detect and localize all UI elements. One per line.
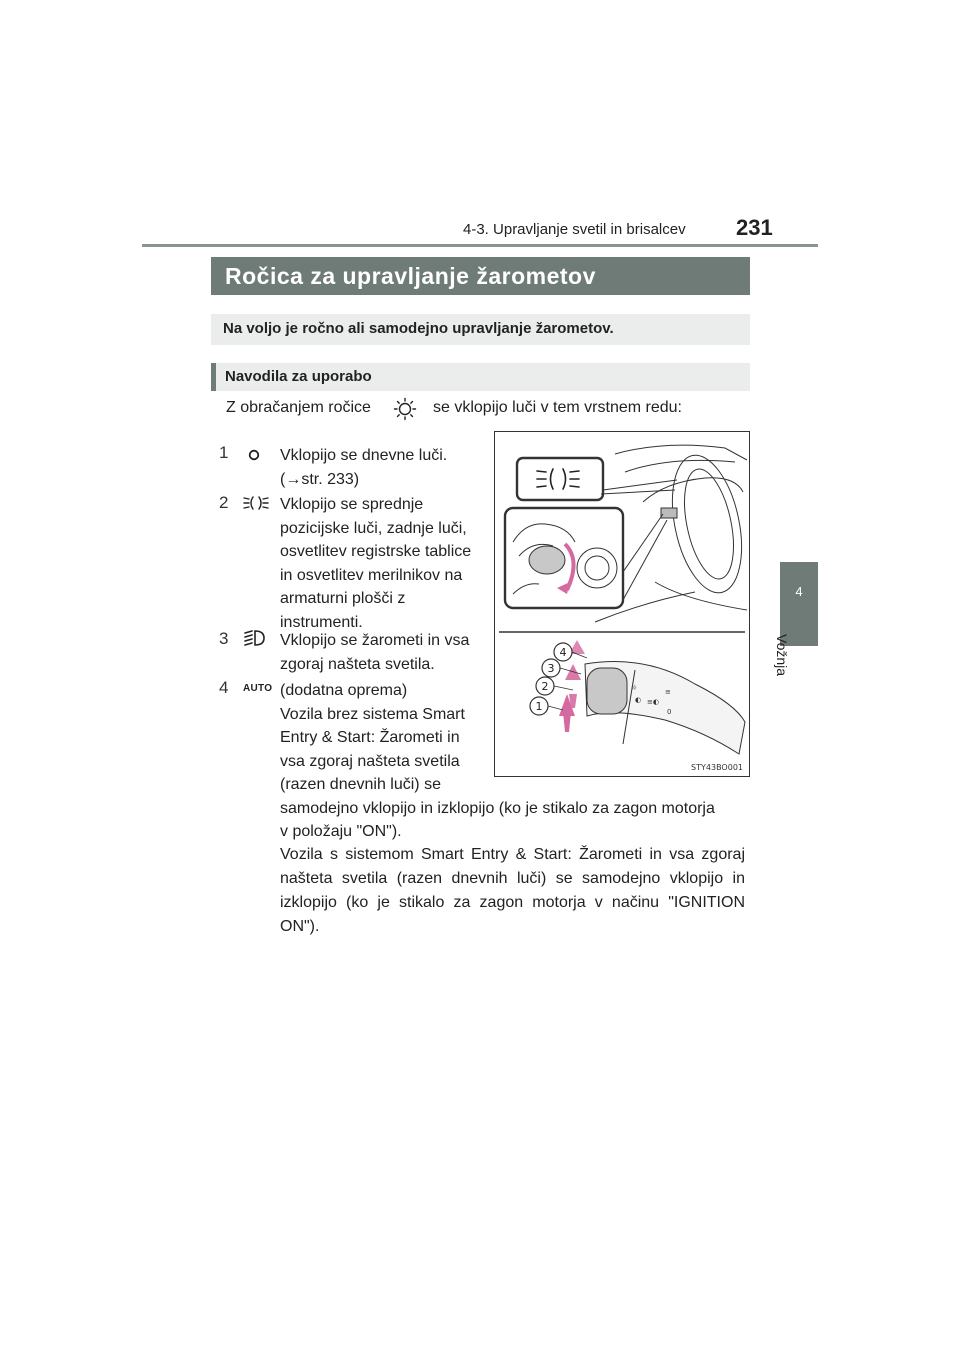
item-number-4: 4 — [219, 678, 229, 697]
item-4-line: samodejno vklopijo in izklopijo (ko je stikalo za zagon motorja — [280, 799, 715, 817]
item-4-line: v položaju "ON"). — [280, 823, 402, 840]
callout-2: 2 — [541, 680, 549, 693]
light-switch-icon — [392, 397, 418, 421]
item-number-3: 3 — [219, 629, 229, 648]
item-3-line: zgoraj našteta svetila. — [280, 655, 435, 673]
subheading-bar — [211, 363, 750, 391]
callout-3: 3 — [547, 662, 555, 675]
svg-text:0: 0 — [667, 708, 672, 716]
svg-text:◐: ◐ — [635, 696, 642, 704]
item-4-line: Entry & Start: Žarometi in — [280, 729, 460, 746]
item-2-line: armaturni plošči z — [280, 590, 406, 607]
headlight-icon — [242, 628, 268, 648]
callout-1: 1 — [535, 700, 543, 713]
page-number: 231 — [736, 215, 773, 240]
item-number-1: 1 — [219, 443, 229, 462]
svg-text:≡: ≡ — [665, 688, 671, 696]
chapter-tab-label — [772, 628, 826, 682]
item-3-line: Vklopijo se žarometi in vsa — [280, 632, 470, 649]
chapter-heading: 4-3. Upravljanje svetil in brisalcev — [463, 221, 686, 238]
illustration-frame — [494, 431, 750, 777]
item-2-line: pozicijske luči, zadnje luči, — [280, 519, 467, 537]
item-2-line: in osvetlitev merilnikov na — [280, 566, 463, 584]
light-switch-illustration — [495, 432, 749, 776]
item-4-line: Vozila brez sistema Smart — [280, 705, 465, 723]
item-3-text — [280, 629, 469, 676]
section-title-bar — [211, 257, 750, 295]
item-4-line: (dodatna oprema) — [280, 682, 408, 699]
figure-code: STY43BO001 — [691, 763, 743, 772]
item-1-text — [280, 444, 447, 491]
section-title: Ročica za upravljanje žarometov — [225, 263, 596, 289]
chapter-tab-label-text: Vožnja — [774, 634, 790, 677]
instruction-before: Z obračanjem ročice — [226, 399, 371, 416]
intro-text: Na voljo je ročno ali samodejno upravljanje žarometov. — [223, 320, 614, 337]
item-2-line: Vklopijo se sprednje — [280, 496, 424, 513]
daytime-light-icon — [244, 445, 264, 465]
intro-box — [211, 314, 750, 345]
instruction-after: se vklopijo luči v tem vrstnem redu: — [433, 399, 682, 416]
item-number-2: 2 — [219, 493, 229, 512]
item-4-paragraph-2: Vozila s sistemom Smart Entry & Start: Žarometi in vsa zgoraj našteta svetila (razen dnevnih luči) se samodejno vklopijo in izklopijo (ko je stikalo za zagon motorja v načinu "IGNITION ON"). — [280, 846, 745, 935]
position-lights-icon — [242, 493, 270, 513]
item-2-line: instrumenti. — [280, 613, 363, 631]
svg-text:≡◐: ≡◐ — [647, 698, 659, 706]
callout-4: 4 — [559, 646, 567, 659]
item-4-line: (razen dnevnih luči) se — [280, 776, 441, 793]
item-4-line: vsa zgoraj našteta svetila — [280, 752, 460, 770]
item-1-line: (→str. 233) — [280, 470, 360, 488]
subheading: Navodila za uporabo — [225, 368, 372, 385]
item-2-line: osvetlitev registrske tablice — [280, 543, 472, 560]
svg-text:☼: ☼ — [631, 684, 638, 692]
item-1-line: Vklopijo se dnevne luči. — [280, 447, 448, 464]
header-divider — [142, 244, 818, 247]
item-2-text — [280, 493, 471, 634]
chapter-tab-number: 4 — [795, 584, 803, 599]
auto-icon: AUTO — [243, 683, 273, 694]
